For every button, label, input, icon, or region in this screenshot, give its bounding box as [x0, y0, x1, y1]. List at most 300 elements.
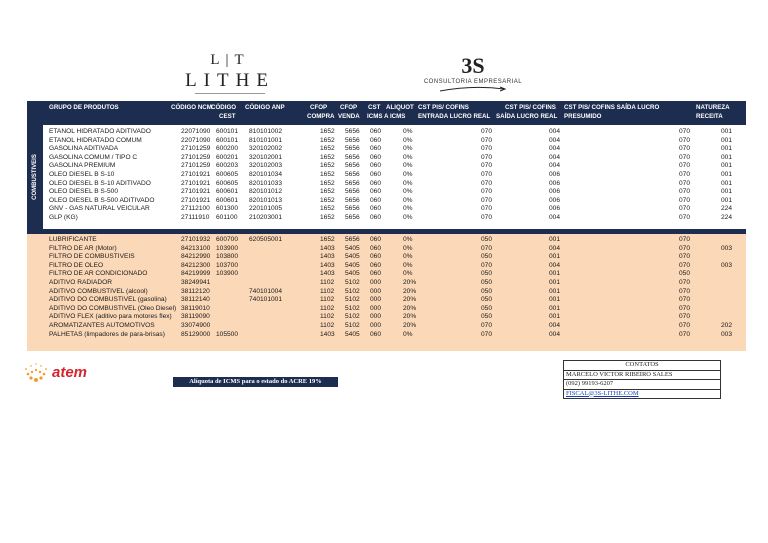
- anp-code: 820101034: [249, 170, 283, 178]
- product-name: ADITIVO DO COMBUSTIVEL (Oleo Diesel): [49, 304, 177, 312]
- natureza-receita: 202: [720, 321, 732, 329]
- ncm-code: 27101921: [181, 179, 211, 187]
- cfop-compra: 1652: [320, 196, 335, 204]
- anp-code: 810101002: [249, 128, 283, 135]
- pis-entrada: 050: [481, 278, 493, 286]
- product-name: ADITIVO FLEX (aditivo para motores flex): [49, 313, 172, 321]
- header-pis-entrada-2: ENTRADA LUCRO REAL: [418, 113, 491, 120]
- anp-code: 220101005: [249, 205, 283, 213]
- cest-code: 600101: [216, 136, 239, 144]
- cfop-venda: 5405: [345, 244, 360, 252]
- cst-icms: 060: [370, 253, 382, 261]
- product-name: FILTRO DE AR CONDICIONADO: [49, 270, 148, 278]
- header-cfop-venda-1: CFOP: [340, 104, 358, 111]
- cfop-venda: 5102: [345, 296, 360, 304]
- pis-saida: 006: [549, 179, 561, 187]
- natureza-receita: 001: [720, 145, 732, 153]
- consultoria-logo-mark: 3S: [461, 53, 485, 78]
- pis-presumido: 070: [679, 253, 691, 261]
- accessory-row: [27, 253, 746, 262]
- cest-code: 601300: [216, 205, 239, 213]
- natureza-receita: 001: [720, 170, 732, 178]
- pis-saida: 004: [549, 153, 561, 161]
- natureza-receita: 224: [720, 213, 732, 221]
- ncm-code: 84219999: [181, 270, 211, 278]
- ncm-code: 38119090: [181, 313, 210, 321]
- cst-icms: 060: [370, 244, 382, 252]
- table-header: [27, 101, 746, 125]
- aliquota-icms: 0%: [403, 196, 413, 204]
- cest-code: 600101: [216, 128, 239, 135]
- header-natureza-1: NATUREZA: [696, 104, 730, 111]
- cfop-venda: 5656: [345, 145, 360, 153]
- cfop-compra: 1652: [320, 136, 335, 144]
- product-name: GASOLINA COMUM / TIPO C: [49, 153, 138, 161]
- pis-saida: 001: [549, 313, 561, 321]
- aliquota-icms: 0%: [403, 145, 413, 153]
- cest-code: 103900: [216, 270, 239, 278]
- lithe-logo-name: LITHE: [185, 70, 275, 91]
- ncm-code: 27111910: [181, 213, 210, 221]
- cfop-compra: 1403: [320, 253, 335, 261]
- acre-icms-note: Alíquota de ICMS para o estado do ACRE 19%: [173, 377, 338, 387]
- natureza-receita: 001: [720, 188, 732, 196]
- pis-entrada: 050: [481, 287, 493, 295]
- ncm-code: 38249941: [181, 278, 211, 286]
- header-cest-1: CÓDIGO: [211, 104, 237, 111]
- cest-code: 600201: [216, 153, 239, 161]
- pis-saida: 001: [549, 287, 561, 295]
- cst-icms: 060: [370, 213, 382, 221]
- pis-presumido: 070: [679, 162, 691, 170]
- header-pis-presumido-1: CST PIS/ COFINS SAÍDA LUCRO: [564, 104, 660, 111]
- cfop-compra: 1652: [320, 205, 335, 213]
- cst-icms: 060: [370, 196, 382, 204]
- contact-name: MARCELO VICTOR RIBEIRO SALES: [564, 371, 720, 381]
- product-name: GASOLINA ADITIVADA: [49, 145, 119, 153]
- cst-icms: 060: [370, 330, 382, 338]
- cest-code: 600700: [216, 236, 239, 243]
- cfop-venda: 5656: [345, 170, 360, 178]
- pis-saida: 004: [549, 244, 561, 252]
- header-pis-saida-1: CST PIS/ COFINS: [505, 104, 556, 111]
- aliquota-icms: 0%: [403, 128, 413, 135]
- cfop-venda: 5656: [345, 128, 360, 135]
- ncm-code: 33074900: [181, 321, 211, 329]
- tax-table: [27, 101, 746, 351]
- product-name: ETANOL HIDRATADO COMUM: [49, 136, 142, 144]
- consultoria-logo: [418, 55, 528, 85]
- cfop-venda: 5656: [345, 153, 360, 161]
- anp-code: 820101013: [249, 196, 283, 204]
- pis-entrada: 070: [481, 196, 493, 204]
- aliquota-icms: 20%: [403, 321, 417, 329]
- cst-icms: 060: [370, 270, 382, 278]
- natureza-receita: 001: [720, 128, 732, 135]
- ncm-code: 84213100: [181, 244, 211, 252]
- header-cfop-compra-1: CFOP: [310, 104, 328, 111]
- cest-code: 600601: [216, 196, 239, 204]
- pis-saida: 004: [549, 145, 561, 153]
- cfop-venda: 5405: [345, 330, 360, 338]
- product-name: OLEO DIESEL B S-10: [49, 170, 115, 178]
- product-name: FILTRO DE COMBUSTIVEIS: [49, 253, 135, 261]
- accessory-row: [27, 313, 746, 322]
- anp-code: 810101001: [249, 136, 283, 144]
- pis-entrada: 050: [481, 313, 493, 321]
- cest-code: 103900: [216, 244, 239, 252]
- ncm-code: 38119010: [181, 304, 210, 312]
- anp-code: 320102002: [249, 145, 283, 153]
- pis-entrada: 070: [481, 261, 493, 269]
- accessory-row: [27, 296, 746, 305]
- product-name: AROMATIZANTES AUTOMOTIVOS: [49, 321, 155, 329]
- cest-code: 600605: [216, 179, 239, 187]
- cfop-venda: 5656: [345, 196, 360, 204]
- contacts-box: [563, 360, 721, 399]
- aliquota-icms: 20%: [403, 313, 417, 321]
- lithe-logo-mark: L|T: [210, 52, 250, 68]
- cfop-compra: 1652: [320, 213, 335, 221]
- fuel-row: [27, 214, 746, 223]
- header-cst-2: ICMS: [367, 113, 383, 120]
- anp-code: 820101012: [249, 188, 283, 196]
- ncm-code: 27101932: [181, 236, 211, 243]
- pis-saida: 004: [549, 330, 561, 338]
- aliquota-icms: 20%: [403, 296, 417, 304]
- fuel-row: [27, 137, 746, 146]
- cfop-venda: 5102: [345, 313, 360, 321]
- pis-presumido: 070: [679, 330, 691, 338]
- pis-entrada: 050: [481, 296, 493, 304]
- cst-icms: 000: [370, 313, 382, 321]
- pis-entrada: 070: [481, 136, 493, 144]
- cfop-compra: 1652: [320, 236, 335, 243]
- pis-presumido: 070: [679, 145, 691, 153]
- pis-entrada: 070: [481, 153, 493, 161]
- accessory-row: [27, 270, 746, 279]
- ncm-code: 27101259: [181, 153, 211, 161]
- natureza-receita: 001: [720, 162, 732, 170]
- cfop-venda: 5656: [345, 205, 360, 213]
- cfop-compra: 1652: [320, 170, 335, 178]
- cfop-compra: 1652: [320, 145, 335, 153]
- fuel-row: [27, 205, 746, 214]
- lithe-logo-underline: [195, 93, 265, 94]
- aliquota-icms: 0%: [403, 188, 413, 196]
- pis-entrada: 070: [481, 170, 493, 178]
- pis-saida: 006: [549, 196, 561, 204]
- cest-code: 600605: [216, 170, 239, 178]
- header-cfop-venda-2: VENDA: [338, 113, 360, 120]
- pis-presumido: 070: [679, 287, 691, 295]
- pis-presumido: 070: [679, 244, 691, 252]
- pis-saida: 001: [549, 296, 561, 304]
- pis-saida: 004: [549, 261, 561, 269]
- product-name: FILTRO DE OLEO: [49, 261, 104, 269]
- pis-presumido: 070: [679, 205, 691, 213]
- anp-code: 620505001: [249, 236, 283, 243]
- cfop-venda: 5656: [345, 136, 360, 144]
- pis-presumido: 070: [679, 313, 691, 321]
- pis-presumido: 070: [679, 213, 691, 221]
- cest-code: 103800: [216, 253, 239, 261]
- product-name: ADITIVO DO COMBUSTIVEL (gasolina): [49, 296, 167, 304]
- cest-code: 600200: [216, 145, 239, 153]
- pis-presumido: 070: [679, 304, 691, 312]
- pis-entrada: 070: [481, 213, 493, 221]
- cest-code: 600601: [216, 188, 239, 196]
- fuel-row: [27, 128, 746, 137]
- lithe-logo: [180, 52, 280, 94]
- contact-email-link[interactable]: FISCAL@3S-LITHE.COM: [566, 389, 639, 397]
- aliquota-icms: 20%: [403, 287, 417, 295]
- product-name: GLP (KG): [49, 213, 78, 221]
- accessory-row: [27, 288, 746, 297]
- cfop-venda: 5102: [345, 278, 360, 286]
- product-name: ADITIVO RADIADOR: [49, 278, 113, 286]
- cst-icms: 060: [370, 205, 382, 213]
- pis-presumido: 070: [679, 153, 691, 161]
- atem-logo: [22, 360, 112, 386]
- ncm-code: 27101259: [181, 145, 211, 153]
- pis-saida: 006: [549, 170, 561, 178]
- cfop-compra: 1652: [320, 179, 335, 187]
- aliquota-icms: 20%: [403, 278, 417, 286]
- pis-presumido: 070: [679, 236, 691, 243]
- pis-entrada: 050: [481, 236, 493, 243]
- pis-saida: 001: [549, 278, 561, 286]
- pis-presumido: 070: [679, 196, 691, 204]
- cst-icms: 060: [370, 188, 382, 196]
- product-name: ADITIVO COMBUSTIVEL (alcool): [49, 287, 148, 295]
- ncm-code: 84212990: [181, 253, 211, 261]
- pis-presumido: 070: [679, 136, 691, 144]
- pis-saida: 004: [549, 128, 561, 135]
- pis-saida: 001: [549, 236, 561, 243]
- natureza-receita: 003: [720, 244, 732, 252]
- product-name: LUBRIFICANTE: [49, 236, 97, 243]
- cst-icms: 060: [370, 261, 382, 269]
- aliquota-icms: 0%: [403, 236, 413, 243]
- swoosh-icon: [438, 85, 508, 93]
- header-ncm: CÓDIGO NCM: [171, 104, 212, 111]
- natureza-receita: 001: [720, 179, 732, 187]
- pis-saida: 006: [549, 188, 561, 196]
- cfop-venda: 5102: [345, 287, 360, 295]
- pis-presumido: 070: [679, 296, 691, 304]
- ncm-code: 22071090: [181, 128, 211, 135]
- natureza-receita: 001: [720, 136, 732, 144]
- header-grupo: GRUPO DE PRODUTOS: [49, 104, 119, 111]
- cfop-venda: 5656: [345, 188, 360, 196]
- cst-icms: 000: [370, 296, 382, 304]
- ncm-code: 22071090: [181, 136, 211, 144]
- aliquota-icms: 0%: [403, 261, 413, 269]
- aliquota-icms: 0%: [403, 270, 413, 278]
- cfop-compra: 1102: [320, 278, 335, 286]
- cst-icms: 060: [370, 136, 382, 144]
- pis-entrada: 070: [481, 179, 493, 187]
- header-anp: CÓDIGO ANP: [245, 104, 285, 111]
- anp-code: 210203001: [249, 213, 283, 221]
- product-name: GNV - GAS NATURAL VEICULAR: [49, 205, 150, 213]
- aliquota-icms: 0%: [403, 162, 413, 170]
- anp-code: 320102001: [249, 153, 283, 161]
- pis-entrada: 050: [481, 304, 493, 312]
- cfop-venda: 5656: [345, 162, 360, 170]
- cst-icms: 060: [370, 162, 382, 170]
- pis-entrada: 070: [481, 330, 493, 338]
- pis-entrada: 070: [481, 205, 493, 213]
- header-aliquota-1: ALIQUOT: [386, 104, 414, 111]
- fuel-row: [27, 171, 746, 180]
- fuel-row: [27, 188, 746, 197]
- accessory-row: [27, 331, 746, 340]
- cfop-compra: 1102: [320, 313, 335, 321]
- atem-wordmark: atem: [52, 364, 88, 381]
- cest-code: 105500: [216, 330, 239, 338]
- fuel-rows: [27, 128, 746, 223]
- cst-icms: 000: [370, 304, 382, 312]
- aliquota-icms: 0%: [403, 213, 413, 221]
- header-aliquota-2: A ICMS: [384, 113, 406, 120]
- ncm-code: 85129000: [181, 330, 211, 338]
- sunburst-logo-icon: [22, 360, 50, 386]
- cst-icms: 000: [370, 278, 382, 286]
- pis-entrada: 070: [481, 321, 493, 329]
- product-name: FILTRO DE AR (Motor): [49, 244, 117, 252]
- cst-icms: 060: [370, 145, 382, 153]
- cst-icms: 060: [370, 236, 382, 243]
- cfop-venda: 5405: [345, 253, 360, 261]
- pis-presumido: 070: [679, 170, 691, 178]
- aliquota-icms: 0%: [403, 330, 413, 338]
- cfop-compra: 1102: [320, 304, 335, 312]
- cst-icms: 060: [370, 153, 382, 161]
- pis-presumido: 070: [679, 261, 691, 269]
- pis-entrada: 050: [481, 270, 493, 278]
- product-name: ETANOL HIDRATADO ADITIVADO: [49, 128, 151, 135]
- pis-presumido: 070: [679, 278, 691, 286]
- cfop-venda: 5405: [345, 270, 360, 278]
- contacts-title: CONTATOS: [564, 361, 720, 371]
- pis-saida: 001: [549, 304, 561, 312]
- cst-icms: 060: [370, 170, 382, 178]
- contact-phone: (092) 99193-6207: [564, 380, 720, 390]
- accessory-row: [27, 279, 746, 288]
- cst-icms: 060: [370, 128, 382, 135]
- cfop-compra: 1403: [320, 330, 335, 338]
- aliquota-icms: 0%: [403, 136, 413, 144]
- aliquota-icms: 0%: [403, 205, 413, 213]
- fuel-row: [27, 180, 746, 189]
- ncm-code: 27101921: [181, 196, 211, 204]
- fuels-side-text: COMBUSTIVEIS: [32, 154, 38, 200]
- ncm-code: 27101921: [181, 170, 211, 178]
- cfop-venda: 5405: [345, 261, 360, 269]
- pis-saida: 004: [549, 213, 561, 221]
- pis-presumido: 050: [679, 270, 691, 278]
- pis-entrada: 070: [481, 145, 493, 153]
- anp-code: 320102003: [249, 162, 283, 170]
- anp-code: 740101004: [249, 287, 283, 295]
- anp-code: 740101001: [249, 296, 283, 304]
- pis-saida: 004: [549, 136, 561, 144]
- fuel-row: [27, 162, 746, 171]
- cfop-venda: 5102: [345, 304, 360, 312]
- accessory-row: [27, 262, 746, 271]
- cfop-venda: 5656: [345, 236, 360, 243]
- aliquota-icms: 0%: [403, 253, 413, 261]
- header-cest-2: CEST: [219, 113, 236, 120]
- cest-code: 601100: [216, 213, 238, 221]
- natureza-receita: 003: [720, 330, 732, 338]
- natureza-receita: 003: [720, 261, 732, 269]
- pis-presumido: 070: [679, 321, 691, 329]
- product-name: OLEO DIESEL B S-10 ADITIVADO: [49, 179, 151, 187]
- pis-saida: 004: [549, 162, 561, 170]
- aliquota-icms: 20%: [403, 304, 417, 312]
- ncm-code: 27112100: [181, 205, 210, 213]
- aliquota-icms: 0%: [403, 244, 413, 252]
- pis-entrada: 070: [481, 244, 493, 252]
- accessory-rows: [27, 236, 746, 339]
- cfop-compra: 1102: [320, 321, 335, 329]
- accessory-row: [27, 236, 746, 245]
- natureza-receita: 224: [720, 205, 732, 213]
- natureza-receita: 001: [720, 153, 732, 161]
- cest-code: 103700: [216, 261, 239, 269]
- anp-code: 820101033: [249, 179, 283, 187]
- cfop-compra: 1403: [320, 270, 335, 278]
- header-natureza-2: RECEITA: [696, 113, 723, 120]
- product-name: PALHETAS (limpadores de para-brisas): [49, 330, 165, 338]
- cst-icms: 000: [370, 321, 382, 329]
- cst-icms: 060: [370, 179, 382, 187]
- cfop-venda: 5656: [345, 213, 360, 221]
- cfop-venda: 5656: [345, 179, 360, 187]
- accessory-row: [27, 305, 746, 314]
- header-pis-entrada-1: CST PIS/ COFINS: [418, 104, 469, 111]
- cfop-compra: 1652: [320, 188, 335, 196]
- fuel-row: [27, 154, 746, 163]
- cfop-compra: 1102: [320, 287, 335, 295]
- product-name: GASOLINA PREMIUM: [49, 162, 116, 170]
- pis-entrada: 070: [481, 162, 493, 170]
- aliquota-icms: 0%: [403, 153, 413, 161]
- pis-entrada: 070: [481, 128, 493, 135]
- cst-icms: 000: [370, 287, 382, 295]
- ncm-code: 38112140: [181, 296, 210, 304]
- pis-saida: 001: [549, 270, 561, 278]
- cfop-compra: 1652: [320, 162, 335, 170]
- aliquota-icms: 0%: [403, 170, 413, 178]
- ncm-code: 84212300: [181, 261, 211, 269]
- accessory-row: [27, 245, 746, 254]
- pis-saida: 006: [549, 205, 561, 213]
- fuel-row: [27, 145, 746, 154]
- product-name: OLEO DIESEL B S-500 ADITIVADO: [49, 196, 155, 204]
- ncm-code: 27101259: [181, 162, 211, 170]
- cfop-compra: 1652: [320, 128, 335, 135]
- product-name: OLEO DIESEL B S-500: [49, 188, 119, 196]
- natureza-receita: 001: [720, 196, 732, 204]
- header-pis-presumido-2: PRESUMIDO: [564, 113, 602, 120]
- header-cst-1: CST: [368, 104, 381, 111]
- pis-saida: 004: [549, 321, 561, 329]
- cfop-compra: 1403: [320, 244, 335, 252]
